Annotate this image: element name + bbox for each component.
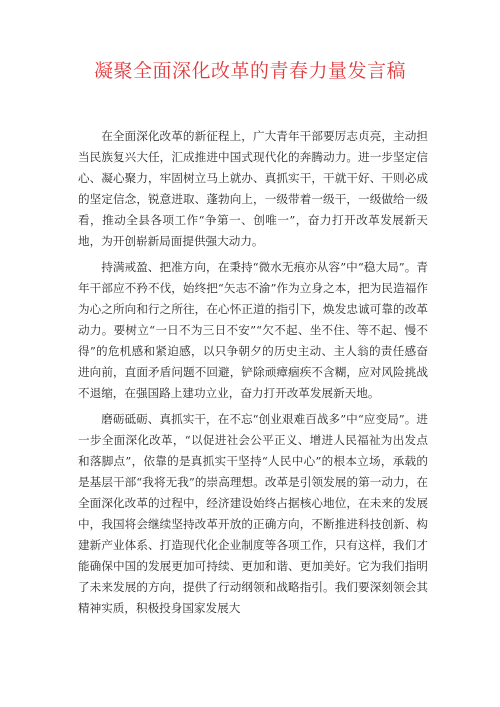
document-title: 凝聚全面深化改革的青春力量发言稿 [93, 60, 406, 82]
paragraph-2: 持满戒盈、把准方向，在秉持“微水无痕亦从容”中“稳大局”。青年干部应不矜不伐，始终把“矢志不渝”作为立身之本，把为民造福作为心之所向和行之所往，在心怀正道的指引下，焕发忠诚可靠的改革动力。要树立“一日不为三日不安”“欠不起、坐不住、等不起、慢不得”的危机感和紧迫感，以只争朝夕的历史主动、主人翁的责任感奋进向前，直面矛盾问题不回避，铲除顽瘴痼疾不含糊，应对风险挑战不退缩，在强国路上建功立业，奋力打开改革发展新天地。 [78, 260, 428, 400]
paragraph-3: 磨砺砥砺、真抓实干，在不忘“创业艰难百战多”中“应变局”。进一步全面深化改革，“以促进社会公平正义、增进人民福祉为出发点和落脚点”，依靠的是真抓实干坚持“人民中心”的根本立场，承载的是基层干部“我将无我”的崇高理想。改革是引领发展的第一动力，在全面深化改革的过程中，经济建设始终占据核心地位，在未来的发展中，我国将会继续坚持改革开放的正确方向，不断推进科技创新、构建新产业体系、打造现代化企业制度等各项工作，只有这样，我们才能确保中国的发展更加可持续、更加和谐、更加美好。它为我们指明了未来发展的方向，提供了行动纲领和战略指引。我们要深刻领会其精神实质，积极投身国家发展大 [78, 412, 428, 615]
document-body [78, 126, 428, 624]
paragraph-1: 在全面深化改革的新征程上，广大青年干部要厉志贞亮，主动担当民族复兴大任，汇成推进中国式现代化的奔腾动力。进一步坚定信心、凝心聚力，牢固树立马上就办、真抓实干，干就干好、干则必成的坚定信念，锐意进取、蓬勃向上，一级带着一级干，一级做给一级看，推动全县各项工作“争第一、创唯一”，奋力打开改革发展新天地，为开创崭新局面提供强大动力。 [78, 129, 428, 248]
